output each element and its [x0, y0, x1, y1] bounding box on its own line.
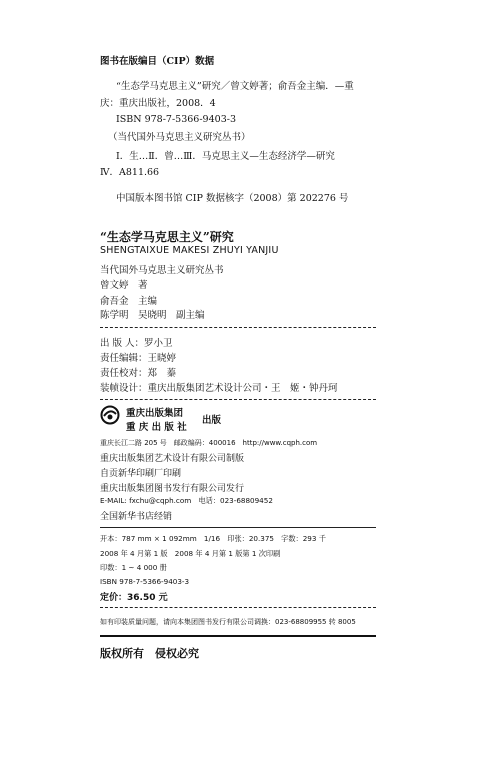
- divider: [100, 327, 376, 328]
- book-author: 曾文婷 著: [100, 280, 148, 291]
- publisher-name-press: 重 庆 出 版 社: [126, 422, 187, 433]
- copyright-notice: 版权所有 侵权必究: [100, 647, 199, 660]
- cip-record-no: 中国版本图书馆 CIP 数据核字（2008）第 202276 号: [116, 193, 349, 204]
- book-pinyin: SHENGTAIXUE MAKESI ZHUYI YANJIU: [100, 245, 279, 256]
- cip-isbn: ISBN 978-7-5366-9403-3: [116, 114, 236, 125]
- spec-price: 定价：36.50 元: [100, 593, 168, 603]
- spec-isbn: ISBN 978-7-5366-9403-3: [100, 577, 190, 586]
- divider: [100, 607, 376, 608]
- cip-entry-line2: 庆：重庆出版社，2008．4: [100, 98, 216, 109]
- spec-print-run: 印数：1 ~ 4 000 册: [100, 563, 167, 572]
- cip-class-line1: Ⅰ．生…Ⅱ．曾…Ⅲ．马克思主义—生态经济学—研究: [116, 151, 335, 162]
- cip-heading: 图书在版编目（CIP）数据: [100, 56, 215, 67]
- book-title: “生态学马克思主义”研究: [100, 230, 234, 244]
- credit-proofreader: 责任校对：郑 蓁: [100, 368, 177, 379]
- cip-series: （当代国外马克思主义研究丛书）: [108, 132, 251, 143]
- publisher-logo-icon: [100, 405, 120, 425]
- credit-publisher: 出 版 人：罗小卫: [100, 338, 173, 349]
- cip-class-line2: Ⅳ．A811.66: [100, 167, 160, 178]
- quality-notice: 如有印装质量问题，请向本集团图书发行有限公司调换：023-68809955 转 8005: [100, 618, 356, 626]
- book-editor: 俞吾金 主编: [100, 296, 158, 307]
- divider: [100, 399, 376, 400]
- credit-editor: 责任编辑：王晓婷: [100, 353, 177, 364]
- credit-designer: 装帧设计：重庆出版集团艺术设计公司・王 姬・钟丹珂: [100, 383, 338, 394]
- spec-edition: 2008 年 4 月第 1 版 2008 年 4 月第 1 版第 1 次印刷: [100, 549, 281, 558]
- divider: [100, 527, 376, 528]
- spec-format: 开本：787 mm × 1 092mm 1/16 印张：20.375 字数：293 千: [100, 534, 326, 543]
- cip-entry-line1: “生态学马克思主义”研究／曾文婷著；俞吾金主编．—重: [116, 81, 354, 92]
- book-deputy-editors: 陈学明 吴晓明 副主编: [100, 310, 205, 321]
- book-series: 当代国外马克思主义研究丛书: [100, 265, 224, 276]
- publisher-suffix: 出版: [202, 415, 222, 426]
- contact-email-phone: E-MAIL: fxchu@cqph.com 电话：023-68809452: [100, 496, 273, 505]
- print-make: 重庆出版集团艺术设计有限公司制版: [100, 454, 245, 464]
- printer: 自贡新华印刷厂印刷: [100, 469, 182, 479]
- distributor: 重庆出版集团图书发行有限公司发行: [100, 484, 245, 494]
- sales: 全国新华书店经销: [100, 512, 173, 522]
- publisher-address: 重庆长江二路 205 号 邮政编码：400016 http://www.cqph.com: [100, 439, 318, 447]
- divider: [100, 635, 376, 637]
- publisher-name-group: 重庆出版集团: [126, 408, 184, 419]
